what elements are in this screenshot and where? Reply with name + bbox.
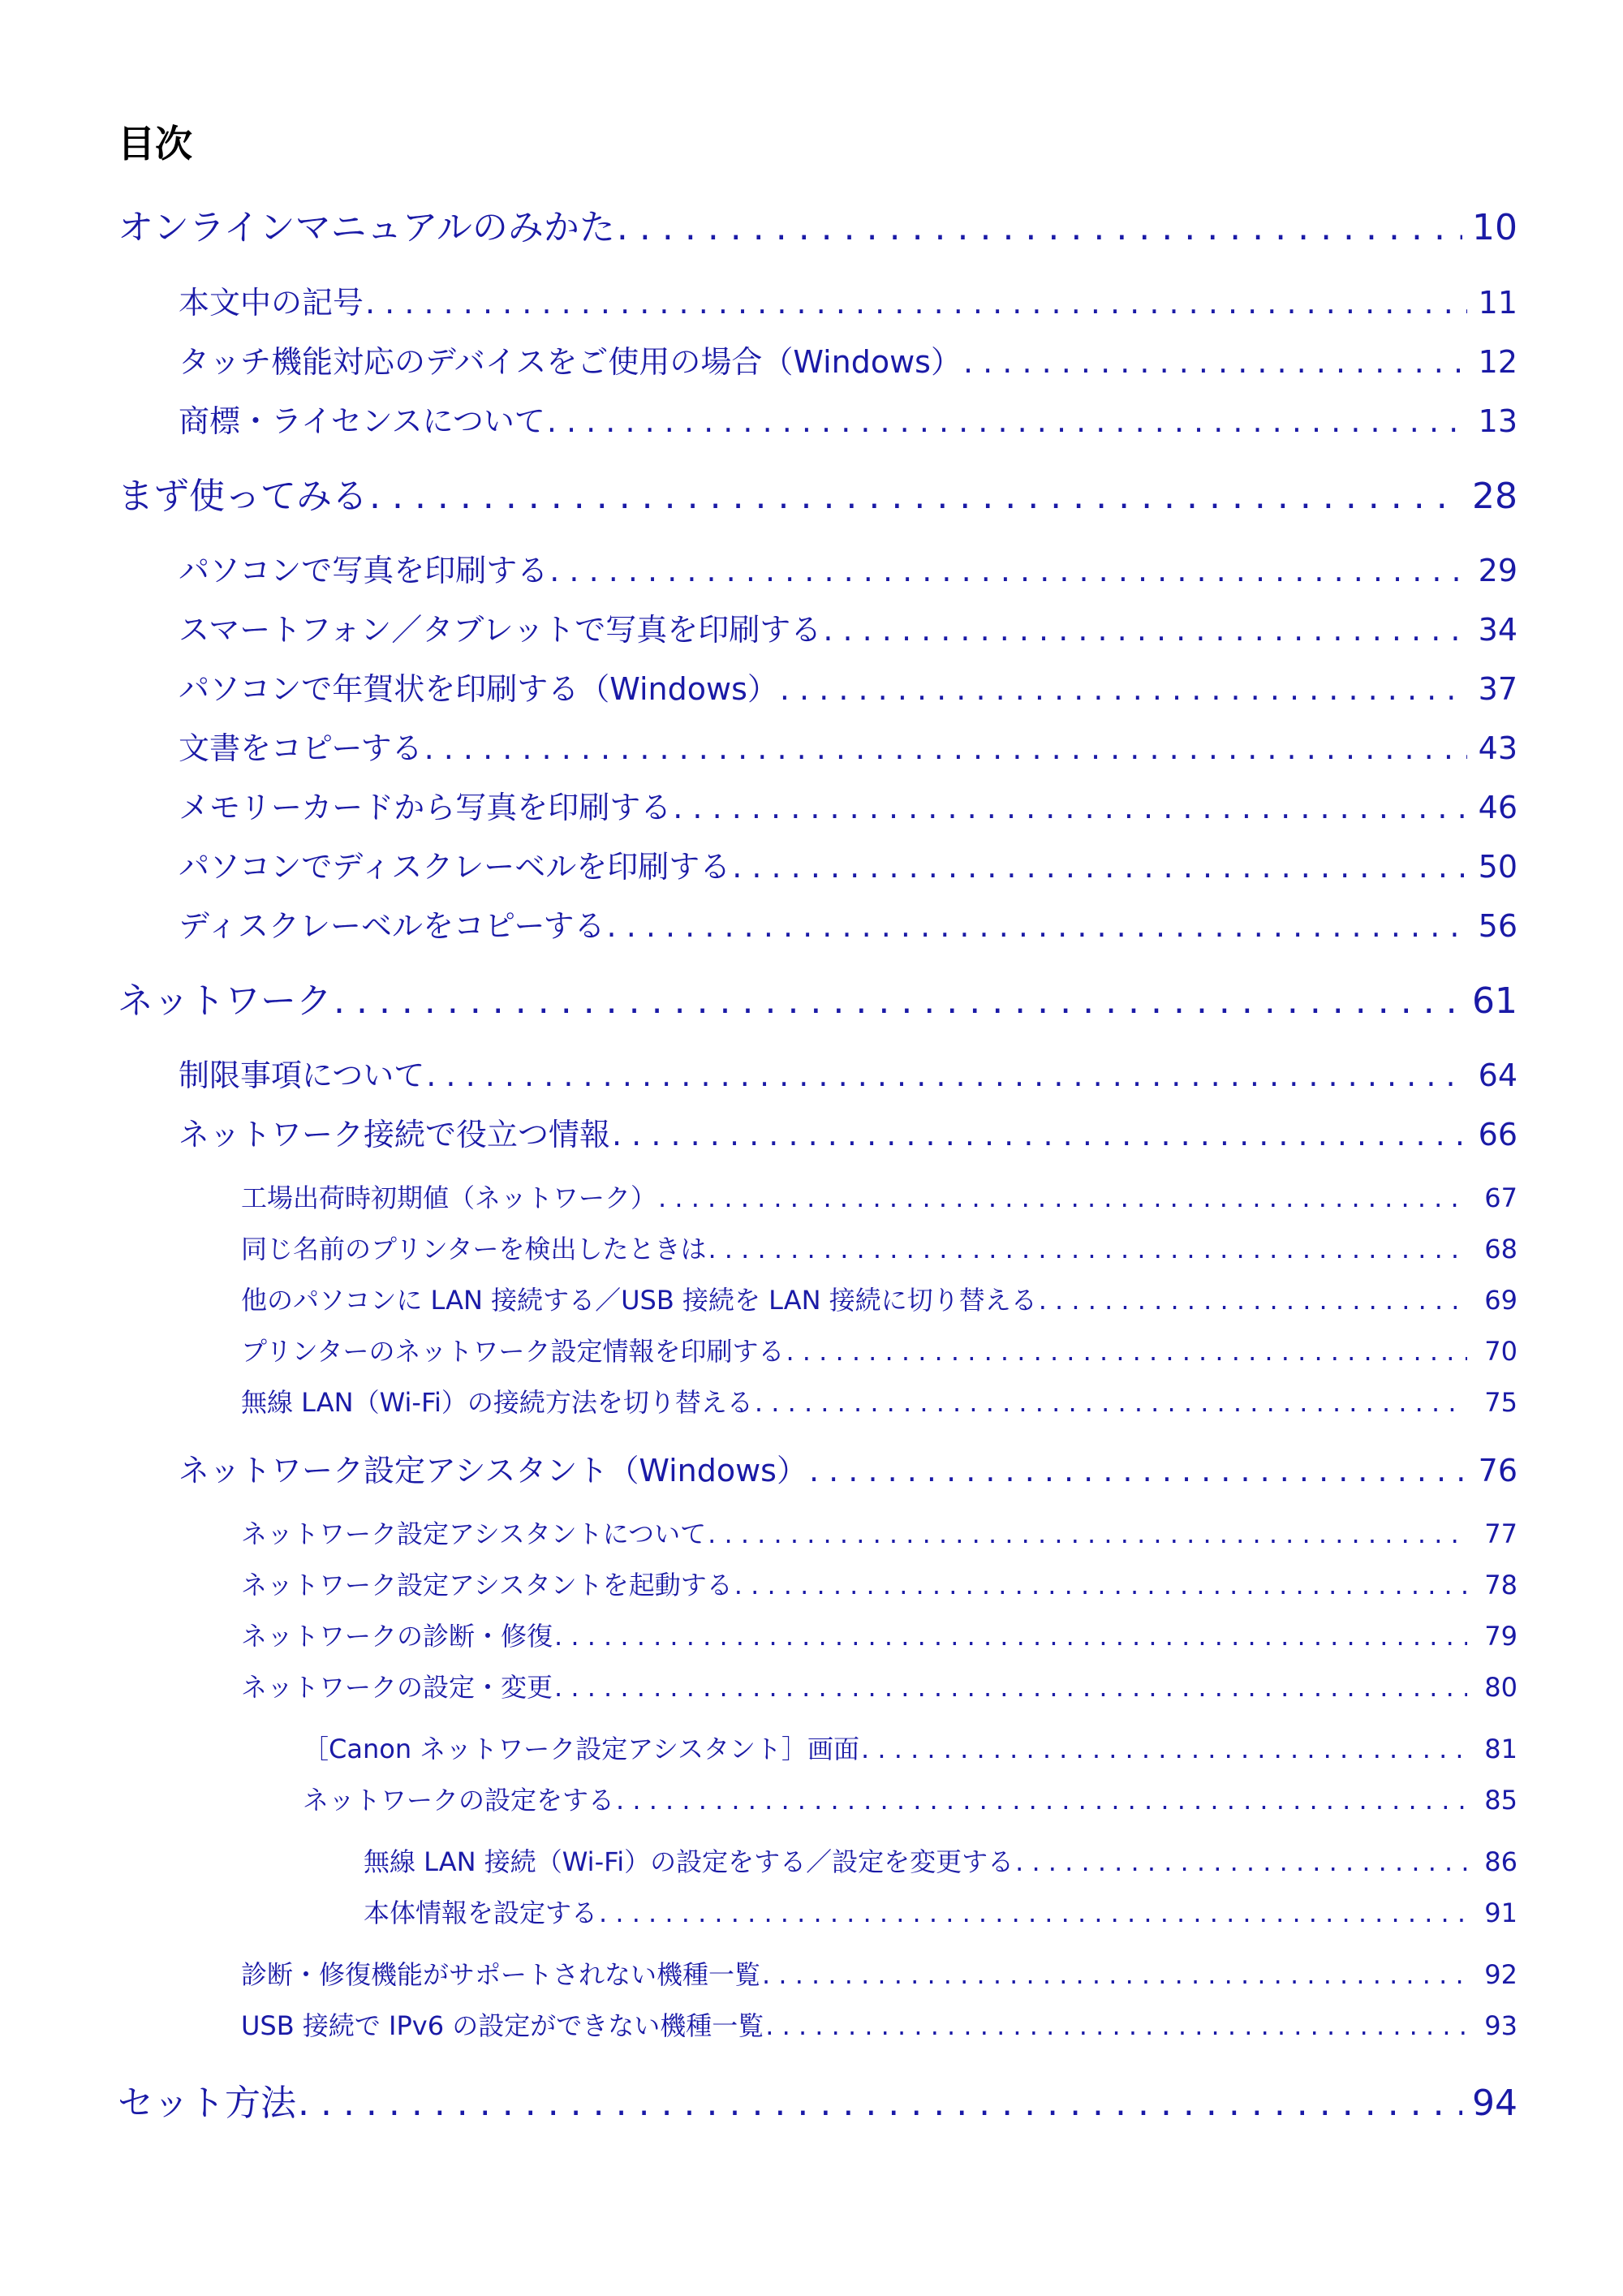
toc-entry-symbols[interactable] <box>179 278 1518 322</box>
toc-entry-same-name-printer[interactable] <box>241 1229 1518 1266</box>
toc-entry-restrictions[interactable] <box>179 1050 1518 1095</box>
leader-dots <box>755 1387 1467 1418</box>
toc-entry-page: 92 <box>1484 1959 1518 1990</box>
leader-dots <box>617 207 1462 248</box>
toc-entry-title: ネットワーク設定アシスタント（Windows） <box>179 1453 807 1488</box>
toc-entry-title: ネットワークの設定・変更 <box>241 1672 553 1703</box>
toc-entry-title: 無線 LAN 接続（Wi-Fi）の設定をする／設定を変更する <box>364 1846 1014 1877</box>
toc-entry-title: 商標・ライセンスについて <box>179 403 545 439</box>
toc-entry-page: 91 <box>1484 1898 1518 1928</box>
leader-dots <box>426 1058 1467 1093</box>
leader-dots <box>780 671 1467 707</box>
toc-entry-getting-started[interactable] <box>118 467 1518 519</box>
toc-entry-lan-switch[interactable] <box>241 1280 1518 1317</box>
toc-entry-title: メモリーカードから写真を印刷する <box>179 790 672 825</box>
leader-dots <box>658 1182 1467 1213</box>
toc-entry-trademarks[interactable] <box>179 396 1518 441</box>
toc-entry-title: ネットワーク設定アシスタントについて <box>241 1518 707 1549</box>
toc-entry-page: 28 <box>1472 476 1518 517</box>
toc-entry-page: 12 <box>1478 344 1518 380</box>
toc-entry-page: 76 <box>1478 1453 1518 1488</box>
toc-entry-page: 77 <box>1484 1518 1518 1549</box>
toc-entry-unsupported-diagnosis[interactable] <box>241 1954 1518 1992</box>
leader-dots <box>298 2083 1462 2124</box>
toc-entry-network-tips[interactable] <box>179 1109 1518 1154</box>
leader-dots <box>732 849 1467 885</box>
toc-entry-page: 68 <box>1484 1234 1518 1264</box>
toc-entry-page: 13 <box>1478 403 1518 439</box>
toc-entry-print-disc-label[interactable] <box>179 842 1518 886</box>
toc-entry-title: 文書をコピーする <box>179 730 423 766</box>
toc-entry-assistant-about[interactable] <box>241 1514 1518 1551</box>
leader-dots <box>554 1672 1467 1703</box>
leader-dots <box>549 553 1467 588</box>
toc-entry-copy-disc-label[interactable] <box>179 901 1518 946</box>
leader-dots <box>963 344 1467 380</box>
toc-entry-page: 43 <box>1478 730 1518 766</box>
toc-entry-page: 34 <box>1478 612 1518 648</box>
toc-entry-print-memory-card[interactable] <box>179 782 1518 827</box>
toc-entry-copy-documents[interactable] <box>179 723 1518 768</box>
toc-entry-page: 66 <box>1478 1117 1518 1152</box>
toc-entry-page: 37 <box>1478 671 1518 707</box>
toc-entry-touch-devices[interactable] <box>179 337 1518 381</box>
toc-entry-print-new-year-cards[interactable] <box>179 664 1518 709</box>
leader-dots <box>365 285 1467 321</box>
leader-dots <box>612 1117 1467 1152</box>
leader-dots <box>1015 1846 1467 1877</box>
toc-entry-assistant-start[interactable] <box>241 1565 1518 1602</box>
leader-dots <box>554 1621 1467 1652</box>
toc-entry-wifi-method[interactable] <box>241 1382 1518 1419</box>
toc-entry-title: 本文中の記号 <box>179 285 364 321</box>
toc-entry-title: パソコンで写真を印刷する <box>179 553 549 588</box>
toc-entry-page: 79 <box>1484 1621 1518 1652</box>
toc-entry-unsupported-ipv6[interactable] <box>241 2005 1518 2043</box>
toc-entry-page: 29 <box>1478 553 1518 588</box>
leader-dots <box>809 1453 1467 1488</box>
toc-entry-print-network-settings[interactable] <box>241 1331 1518 1368</box>
toc-entry-title: パソコンで年賀状を印刷する（Windows） <box>179 671 778 707</box>
toc-entry-title: 無線 LAN（Wi-Fi）の接続方法を切り替える <box>241 1387 753 1418</box>
toc-entry-page: 70 <box>1484 1336 1518 1367</box>
toc-entry-network[interactable] <box>118 971 1518 1023</box>
toc-entry-network-settings-change[interactable] <box>241 1667 1518 1704</box>
leader-dots <box>823 612 1467 648</box>
toc-entry-device-info[interactable] <box>364 1893 1518 1930</box>
toc-entry-page: 86 <box>1484 1846 1518 1877</box>
toc-entry-page: 56 <box>1478 908 1518 944</box>
toc-entry-title: ネットワークの設定をする <box>303 1785 615 1816</box>
toc-entry-title: 診断・修復機能がサポートされない機種一覧 <box>241 1959 761 1990</box>
toc-entry-title: スマートフォン／タブレットで写真を印刷する <box>179 612 822 648</box>
toc-entry-print-photos-pc[interactable] <box>179 545 1518 590</box>
leader-dots <box>734 1570 1467 1600</box>
leader-dots <box>765 2010 1467 2041</box>
toc-entry-title: 制限事項について <box>179 1058 425 1093</box>
leader-dots <box>369 476 1462 517</box>
leader-dots <box>547 403 1467 439</box>
toc-entry-page: 67 <box>1484 1182 1518 1213</box>
leader-dots <box>673 790 1467 825</box>
toc-entry-page: 64 <box>1478 1058 1518 1093</box>
toc-entry-network-diagnosis[interactable] <box>241 1616 1518 1653</box>
leader-dots <box>1039 1285 1467 1316</box>
toc-entry-title: まず使ってみる <box>118 476 368 517</box>
toc-entry-page: 81 <box>1484 1734 1518 1764</box>
toc-entry-factory-defaults[interactable] <box>241 1178 1518 1215</box>
toc-entry-title: オンラインマニュアルのみかた <box>118 207 615 248</box>
toc-entry-page: 50 <box>1478 849 1518 885</box>
toc-entry-network-assistant[interactable] <box>179 1445 1518 1490</box>
toc-entry-page: 80 <box>1484 1672 1518 1703</box>
toc-entry-page: 85 <box>1484 1785 1518 1816</box>
leader-dots <box>861 1734 1467 1764</box>
toc-entry-page: 94 <box>1472 2083 1518 2124</box>
page-title: 目次 <box>118 122 192 166</box>
toc-entry-title: 他のパソコンに LAN 接続する／USB 接続を LAN 接続に切り替える <box>241 1285 1037 1316</box>
leader-dots <box>762 1959 1467 1990</box>
toc-entry-wifi-setup[interactable] <box>364 1842 1518 1879</box>
toc-entry-title: 工場出荷時初期値（ネットワーク） <box>241 1182 657 1213</box>
leader-dots <box>607 908 1467 944</box>
leader-dots <box>616 1785 1467 1816</box>
toc-entry-setup-methods[interactable] <box>118 2074 1518 2126</box>
toc-entry-title: 同じ名前のプリンターを検出したときは <box>241 1234 707 1264</box>
leader-dots <box>424 730 1467 766</box>
toc-entry-print-photos-smartphone[interactable] <box>179 605 1518 649</box>
toc-entry-title: タッチ機能対応のデバイスをご使用の場合（Windows） <box>179 344 962 380</box>
toc-entry-title: プリンターのネットワーク設定情報を印刷する <box>241 1336 785 1367</box>
leader-dots <box>708 1234 1467 1264</box>
toc-entry-title: 本体情報を設定する <box>364 1898 598 1928</box>
toc-entry-page: 75 <box>1484 1387 1518 1418</box>
toc-entry-page: 10 <box>1472 207 1518 248</box>
toc-entry-title: パソコンでディスクレーベルを印刷する <box>179 849 731 885</box>
toc-entry-page: 78 <box>1484 1570 1518 1600</box>
leader-dots <box>599 1898 1467 1928</box>
toc-entry-title: USB 接続で IPv6 の設定ができない機種一覧 <box>241 2010 764 2041</box>
toc-entry-page: 11 <box>1478 285 1518 321</box>
toc-entry-title: セット方法 <box>118 2083 296 2124</box>
toc-entry-online-manual[interactable] <box>118 198 1518 250</box>
toc-entry-page: 93 <box>1484 2010 1518 2041</box>
toc-entry-title: ［Canon ネットワーク設定アシスタント］画面 <box>303 1734 860 1764</box>
toc-entry-title: ネットワーク <box>118 980 332 1022</box>
leader-dots <box>708 1518 1467 1549</box>
toc-entry-assistant-screen[interactable] <box>303 1729 1518 1766</box>
toc-entry-configure-network[interactable] <box>303 1780 1518 1817</box>
toc-entry-title: ネットワーク設定アシスタントを起動する <box>241 1570 733 1600</box>
toc-entry-title: ネットワークの診断・修復 <box>241 1621 553 1652</box>
toc-entry-page: 46 <box>1478 790 1518 825</box>
toc-entry-title: ディスクレーベルをコピーする <box>179 908 605 944</box>
toc-entry-page: 61 <box>1472 980 1518 1022</box>
leader-dots <box>334 980 1462 1022</box>
leader-dots <box>786 1336 1467 1367</box>
toc-entry-page: 69 <box>1484 1285 1518 1316</box>
toc-entry-title: ネットワーク接続で役立つ情報 <box>179 1117 611 1152</box>
